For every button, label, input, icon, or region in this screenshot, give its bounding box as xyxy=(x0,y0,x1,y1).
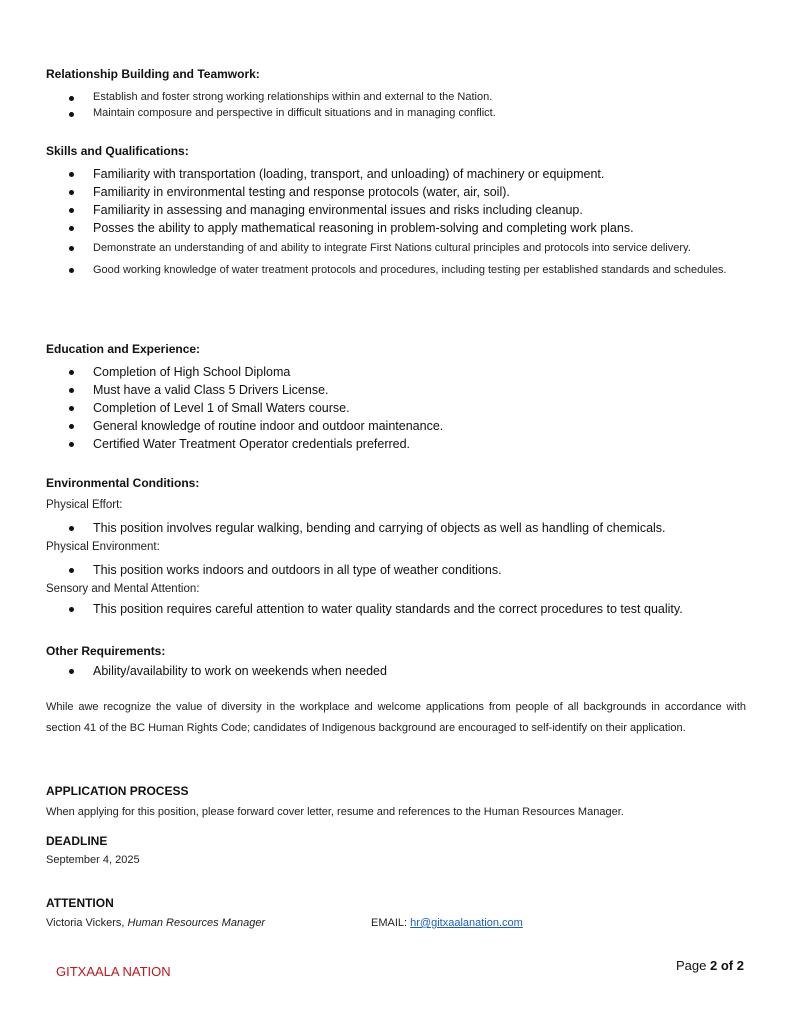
page-total: 2 xyxy=(736,958,744,973)
list-item: General knowledge of routine indoor and outdoor maintenance. xyxy=(46,417,746,435)
other-section xyxy=(46,643,746,680)
list-item: Establish and foster strong working relationships within and external to the Nation. xyxy=(46,89,746,105)
email-line xyxy=(371,913,523,934)
page-current: 2 xyxy=(710,958,718,973)
contact-name: Victoria Vickers, xyxy=(46,917,125,929)
list-item: Posses the ability to apply mathematical reasoning in problem-solving and completing work plans. xyxy=(46,219,746,237)
list-item: Must have a valid Class 5 Drivers License. xyxy=(46,381,746,399)
physical-effort-label: Physical Effort: xyxy=(46,499,123,511)
list-item: This position works indoors and outdoors in all type of weather conditions. xyxy=(46,561,746,579)
deadline-heading: DEADLINE xyxy=(46,834,108,848)
application-heading: APPLICATION PROCESS xyxy=(46,784,189,798)
environmental-section xyxy=(46,475,746,618)
attention-heading: ATTENTION xyxy=(46,896,114,910)
list-item: Good working knowledge of water treatment protocols and procedures, including testing per established standards and schedules. xyxy=(46,261,746,279)
list-item: This position involves regular walking, bending and carrying of objects as well as handling of chemicals. xyxy=(46,519,746,537)
attention-section xyxy=(46,895,746,934)
relationship-section xyxy=(46,66,746,121)
physical-environment-label: Physical Environment: xyxy=(46,541,160,553)
list-item: Familiarity with transportation (loading, transport, and unloading) of machinery or equipment. xyxy=(46,165,746,183)
list-item: Maintain composure and perspective in difficult situations and in managing conflict. xyxy=(46,105,746,121)
contact-name-line xyxy=(46,913,265,934)
page-prefix: Page xyxy=(676,958,707,973)
other-list xyxy=(46,662,746,680)
list-item: Familiarity in assessing and managing environmental issues and risks including cleanup. xyxy=(46,201,746,219)
email-label: EMAIL: xyxy=(371,917,408,929)
deadline-section xyxy=(46,833,746,871)
list-item: Completion of Level 1 of Small Waters course. xyxy=(46,399,746,417)
environmental-heading: Environmental Conditions: xyxy=(46,476,200,490)
list-item: Demonstrate an understanding of and ability to integrate First Nations cultural principles and protocols into service delivery. xyxy=(46,239,746,257)
skills-section xyxy=(46,143,746,283)
list-item: Completion of High School Diploma xyxy=(46,363,746,381)
skills-heading: Skills and Qualifications: xyxy=(46,144,189,158)
education-section xyxy=(46,341,746,453)
physical-effort-list xyxy=(46,519,746,537)
application-text: When applying for this position, please forward cover letter, resume and references to the Human Resources Manager. xyxy=(46,806,624,818)
list-item: Familiarity in environmental testing and response protocols (water, air, soil). xyxy=(46,183,746,201)
attention-row xyxy=(46,913,746,934)
diversity-section xyxy=(46,697,746,739)
education-list xyxy=(46,363,746,453)
email-link[interactable]: hr@gitxaalanation.com xyxy=(410,917,523,929)
sensory-list xyxy=(46,600,746,618)
other-heading: Other Requirements: xyxy=(46,644,166,658)
sensory-label: Sensory and Mental Attention: xyxy=(46,583,200,595)
deadline-date: September 4, 2025 xyxy=(46,854,140,866)
relationship-heading: Relationship Building and Teamwork: xyxy=(46,67,260,81)
relationship-list xyxy=(46,89,746,121)
physical-environment-list xyxy=(46,561,746,579)
list-item: Certified Water Treatment Operator credentials preferred. xyxy=(46,435,746,453)
diversity-statement: While awe recognize the value of diversity in the workplace and welcome applications from people of all backgrounds in accordance with section 41 of the BC Human Rights Code; candidates of Indigenous background are encouraged to self-identify on their application. xyxy=(46,701,746,734)
list-item: Ability/availability to work on weekends when needed xyxy=(46,662,746,680)
contact-title: Human Resources Manager xyxy=(127,917,266,929)
page-number xyxy=(676,958,744,973)
list-item: This position requires careful attention to water quality standards and the correct procedures to test quality. xyxy=(46,600,746,618)
application-section xyxy=(46,783,746,823)
education-heading: Education and Experience: xyxy=(46,342,201,356)
footer-organization: GITXAALA NATION xyxy=(56,964,171,979)
skills-list xyxy=(46,165,746,237)
page-of: of xyxy=(720,958,734,973)
skills-list-detail xyxy=(46,239,746,279)
